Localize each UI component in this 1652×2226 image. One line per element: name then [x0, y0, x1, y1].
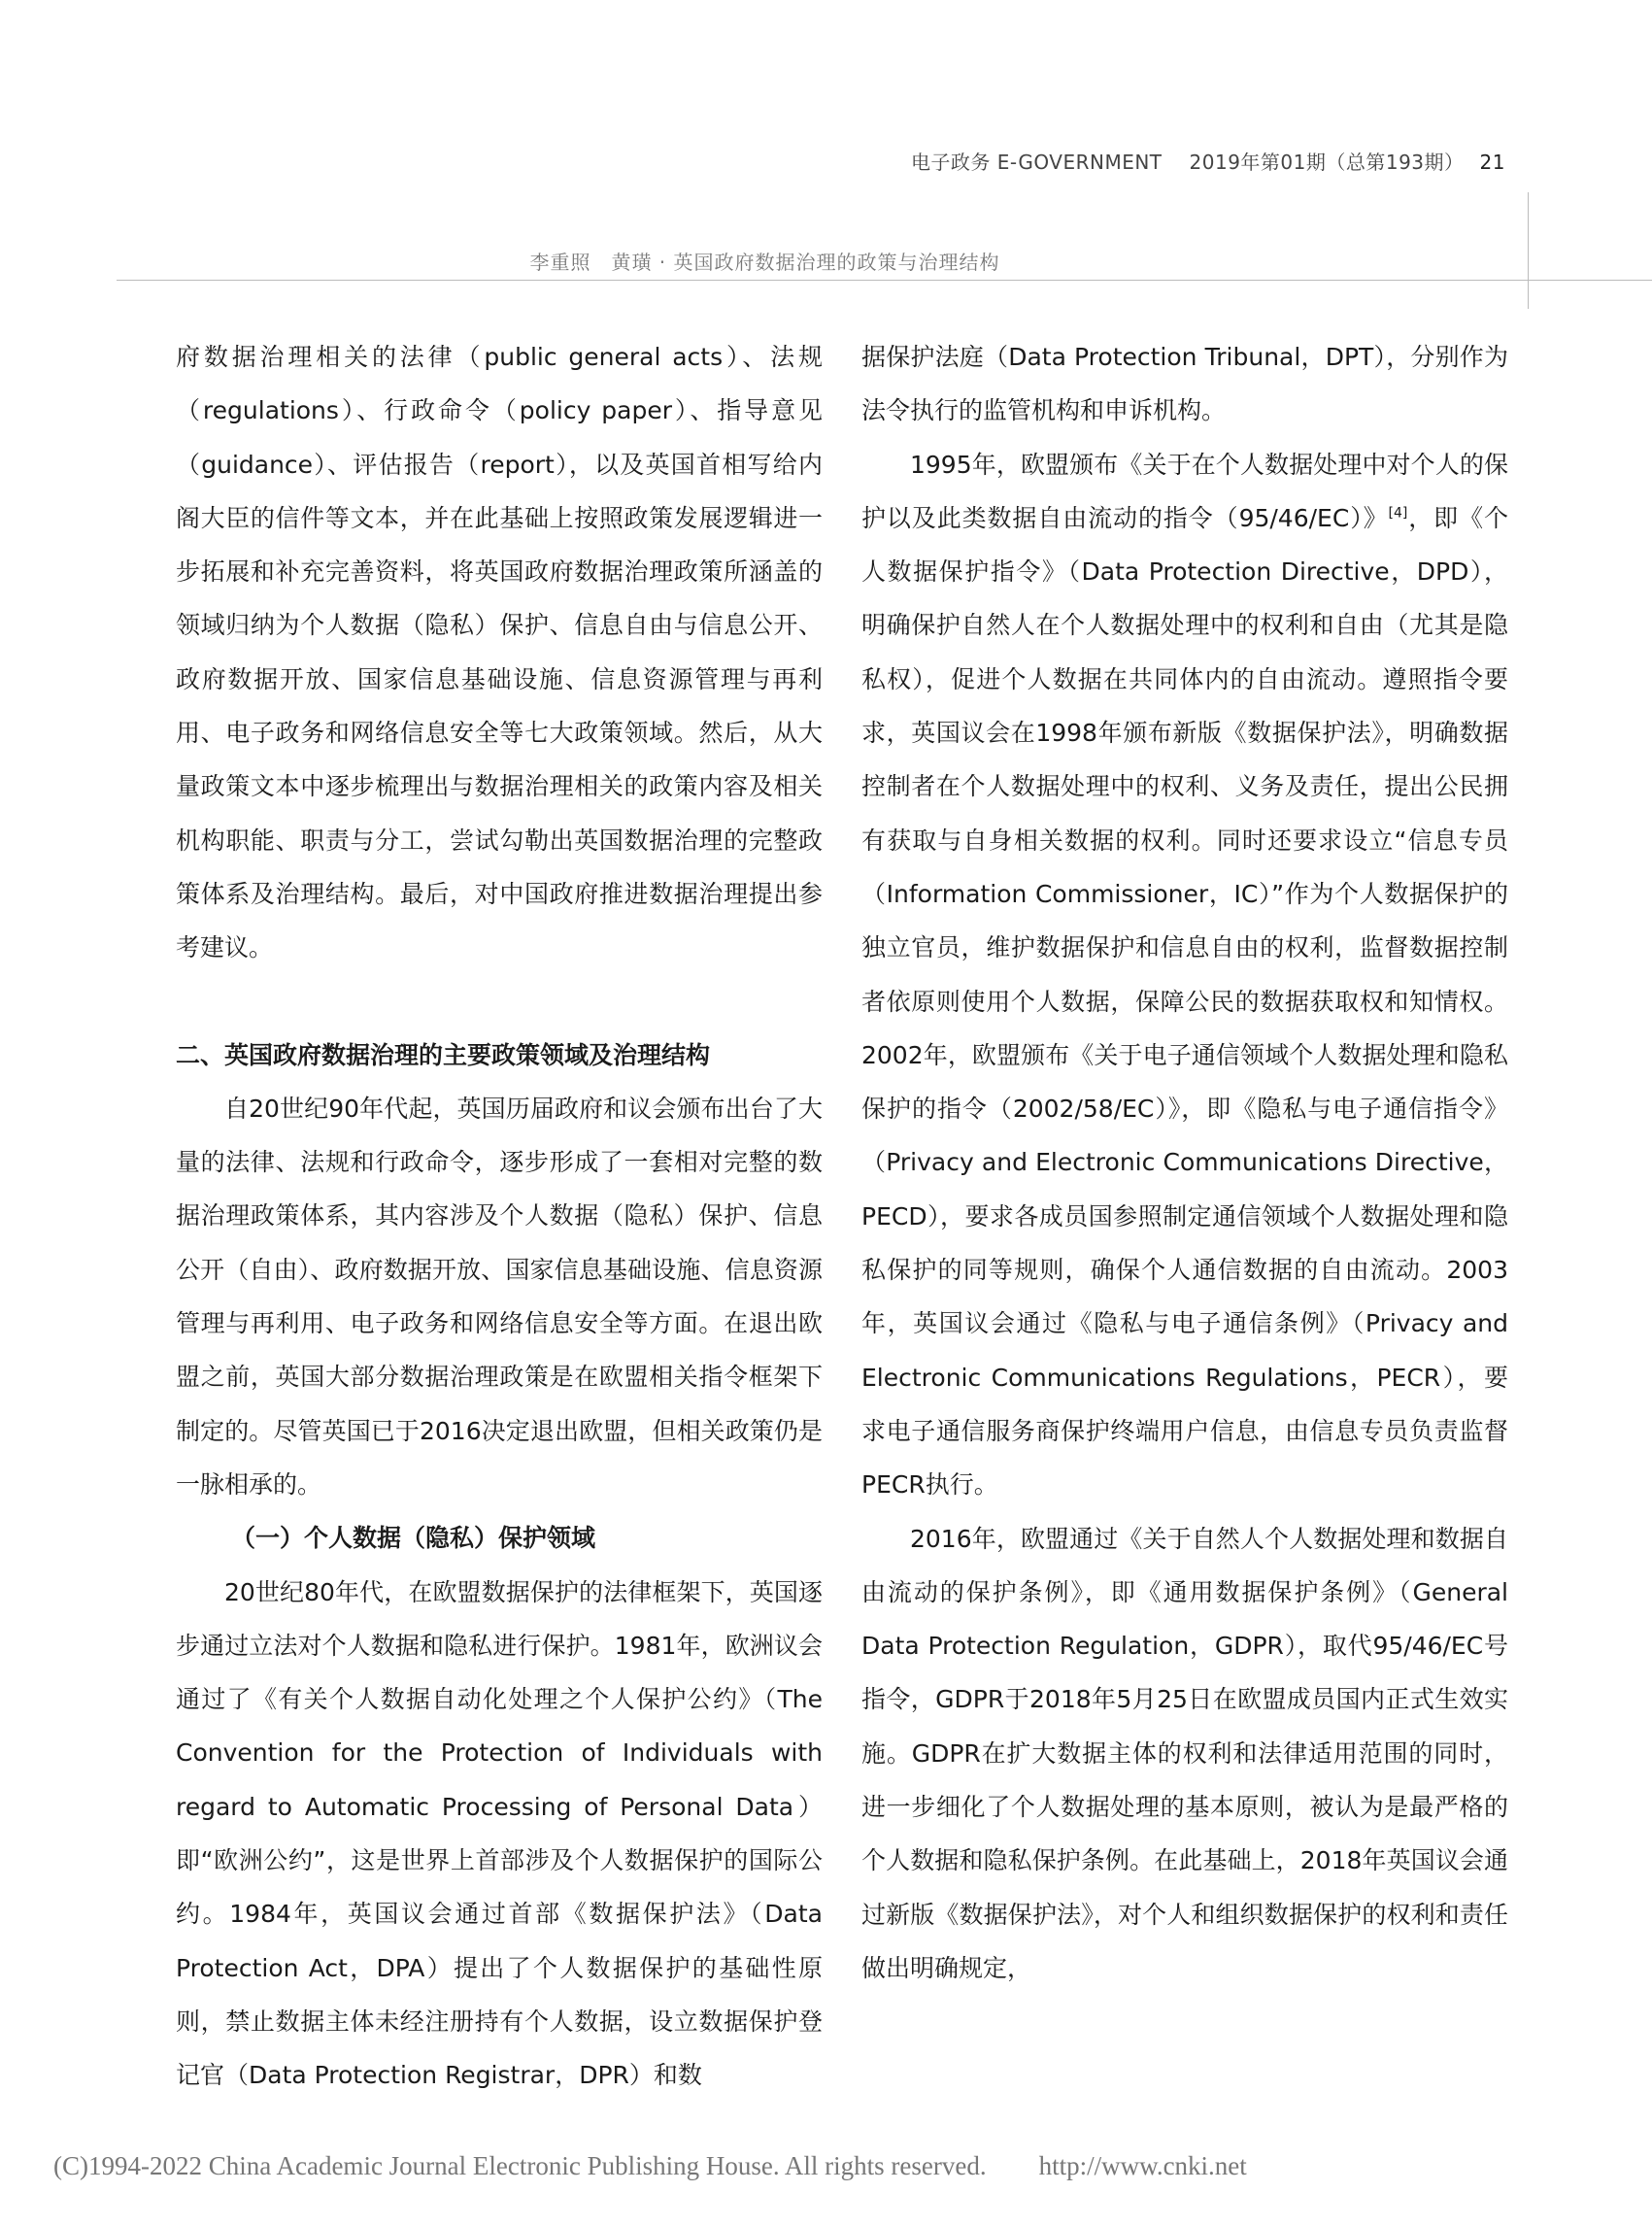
- paragraph: 2016年，欧盟通过《关于自然人个人数据处理和数据自由流动的保护条例》，即《通用数据保护条例》（General Data Protection Regulation，GDPR），取代95/46/EC号指令，GDPR于2018年5月25日在欧盟成员国内正式生效实施。GDPR在扩大数据主体的权利和法律适用范围的同时，进一步细化了个人数据处理的基本原则，被认为是最严格的个人数据和隐私保护条例。在此基础上，2018年英国议会通过新版《数据保护法》，对个人和组织数据保护的权利和责任做出明确规定，: [861, 1524, 1508, 1982]
- subsection-heading: （一）个人数据（隐私）保护领域: [231, 1524, 596, 1553]
- article-running-title: 李重照 黄璜 · 英国政府数据治理的政策与治理结构: [529, 251, 1000, 274]
- paragraph: 自20世纪90年代起，英国历届政府和议会颁布出台了大量的法律、法规和行政命令，逐步形成了一套相对完整的数据治理政策体系，其内容涉及个人数据（隐私）保护、信息公开（自由）、政府数据开放、国家信息基础设施、信息资源管理与再利用、电子政务和网络信息安全等方面。在退出欧盟之前，英国大部分数据治理政策是在欧盟相关指令框架下制定的。尽管英国已于2016决定退出欧盟，但相关政策仍是一脉相承的。: [176, 1094, 823, 1499]
- journal-name: 电子政务 E-GOVERNMENT: [910, 151, 1163, 174]
- paragraph-text: 1995年，欧盟颁布《关于在个人数据处理中对个人的保护以及此类数据自由流动的指令（95/46/EC）》: [861, 450, 1508, 532]
- paragraph-text: ，即《个人数据保护指令》（Data Protection Directive，DPD），明确保护自然人在个人数据处理中的权利和自由（尤其是隐私权），促进个人数据在共同体内的自由流动。遵照指令要求，英国议会在1998年颁布新版《数据保护法》，明确数据控制者在个人数据处理中的权利、义务及责任，提出公民拥有获取与自身相关数据的权利。同时还要求设立“信息专员（Information Commissioner，IC）”作为个人数据保护的独立官员，维护数据保护和信息自由的权利，监督数据控制者依原则使用个人数据，保障公民的数据获取权和知情权。2002年，欧盟颁布《关于电子通信领域个人数据处理和隐私保护的指令（2002/58/EC）》，即《隐私与电子通信指令》（Privacy and Electronic Communications Directive，PECD），要求各成员国参照制定通信领域个人数据处理和隐私保护的同等规则，确保个人通信数据的自由流动。2003年，英国议会通过《隐私与电子通信条例》（Privacy and Electronic Communications Regulations，PECR），要求电子通信服务商保护终端用户信息，由信息专员负责监督PECR执行。: [861, 503, 1508, 1500]
- right-column: [861, 330, 1508, 1995]
- page-number: 21: [1479, 151, 1505, 174]
- paragraph: [861, 438, 1508, 1512]
- paragraph-continued: 据保护法庭（Data Protection Tribunal，DPT），分别作为法令执行的监管机构和申诉机构。: [861, 343, 1508, 425]
- header-rule: [117, 280, 1652, 281]
- section-heading: 二、英国政府数据治理的主要政策领域及治理结构: [176, 1040, 711, 1069]
- copyright-footer: (C)1994-2022 China Academic Journal Electronic Publishing House. All rights reserved. http://www.cnki.net: [53, 2151, 1247, 2180]
- left-column: [176, 330, 823, 2103]
- issue-info: 2019年第01期（总第193期）: [1189, 151, 1465, 174]
- paragraph: 20世纪80年代，在欧盟数据保护的法律框架下，英国逐步通过立法对个人数据和隐私进行保护。1981年，欧洲议会通过了《有关个人数据自动化处理之个人保护公约》（The Convention for the Protection of Individuals with regard to Automatic Processing of Personal Data）即“欧洲公约”，这是世界上首部涉及个人数据保护的国际公约。1984年，英国议会通过首部《数据保护法》（Data Protection Act，DPA）提出了个人数据保护的基础性原则，禁止数据主体未经注册持有个人数据，设立数据保护登记官（Data Protection Registrar，DPR）和数: [176, 1577, 823, 2090]
- running-head: [884, 147, 1505, 175]
- reference-marker: [4]: [1388, 505, 1408, 522]
- paragraph-continued: 府数据治理相关的法律（public general acts）、法规（regulations）、行政命令（policy paper）、指导意见（guidance）、评估报告（report），以及英国首相写给内阁大臣的信件等文本，并在此基础上按照政策发展逻辑进一步拓展和补充完善资料，将英国政府数据治理政策所涵盖的领域归纳为个人数据（隐私）保护、信息自由与信息公开、政府数据开放、国家信息基础设施、信息资源管理与再利用、电子政务和网络信息安全等七大政策领域。然后，从大量政策文本中逐步梳理出与数据治理相关的政策内容及相关机构职能、职责与分工，尝试勾勒出英国数据治理的完整政策体系及治理结构。最后，对中国政府推进数据治理提出参考建议。: [176, 343, 823, 962]
